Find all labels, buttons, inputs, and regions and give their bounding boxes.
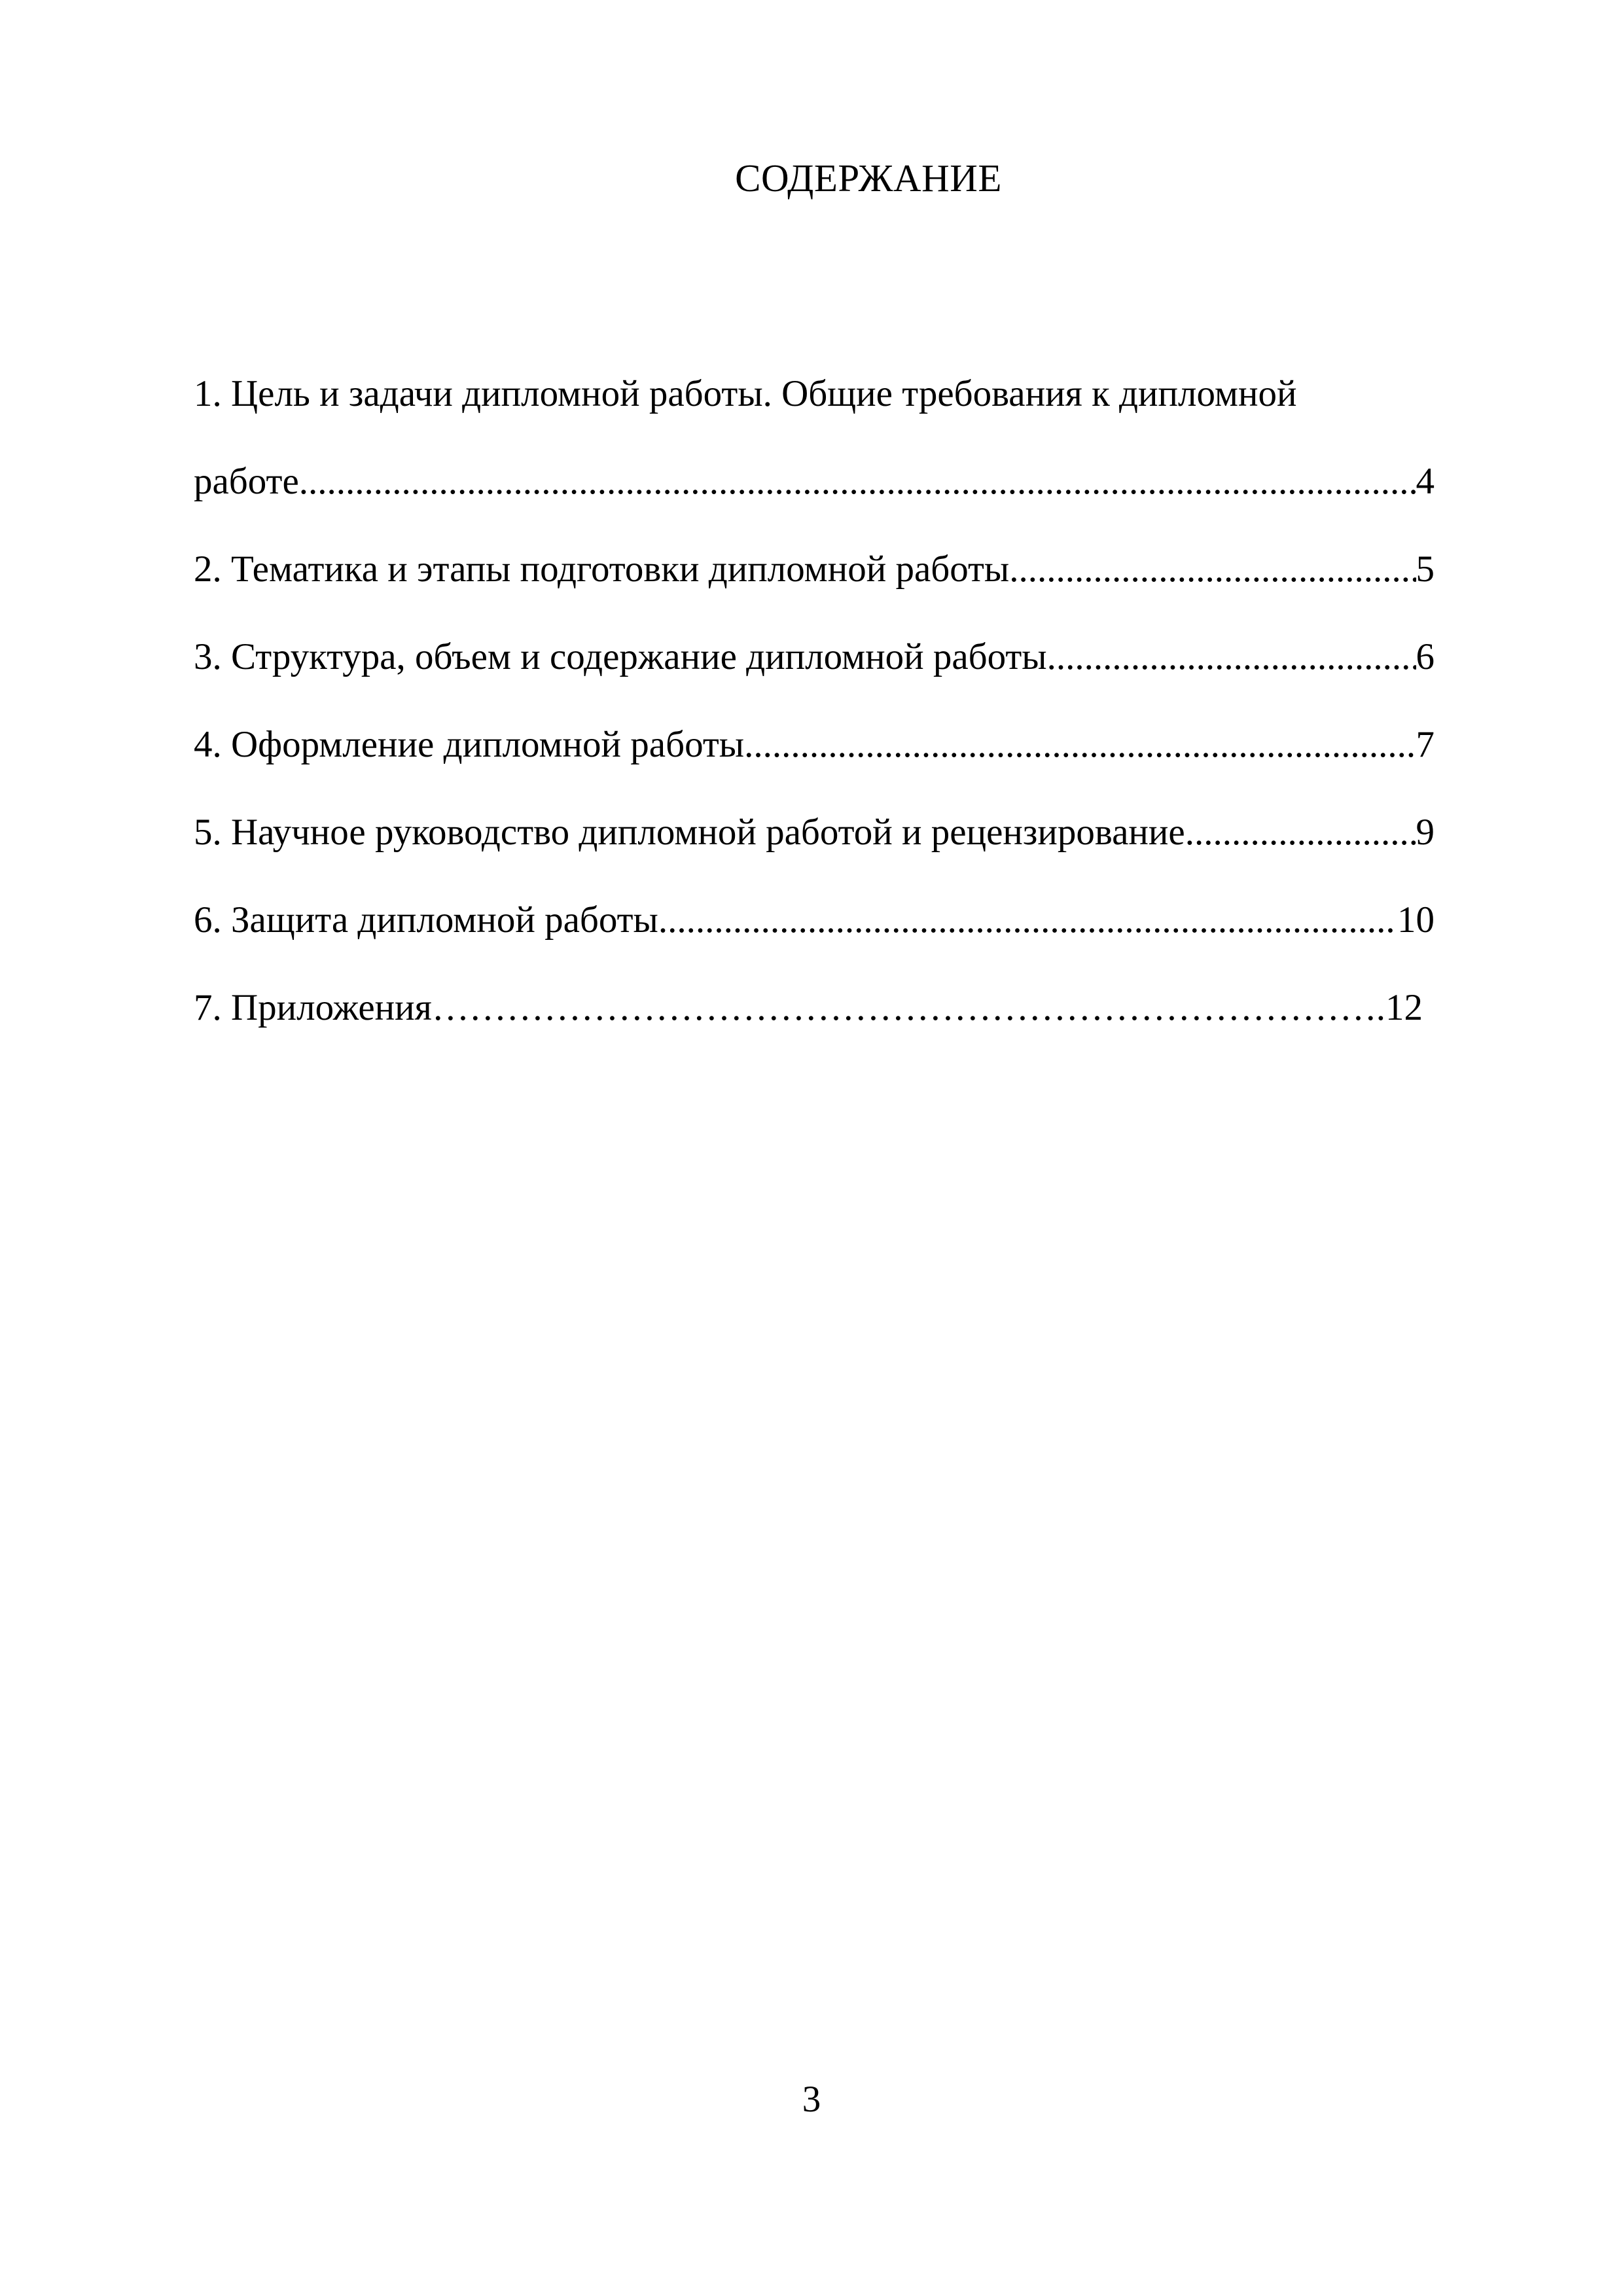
toc-entry-3[interactable] [194,630,1435,717]
toc-page-number: 4 [1416,461,1435,502]
toc-entry-label: 7. Приложения [194,987,432,1028]
toc-page-number: 7 [1416,724,1435,765]
toc-page-number: 5 [1416,548,1435,590]
table-of-contents [194,367,1435,1068]
toc-page-number: 6 [1416,636,1435,677]
toc-entry-1-first-line [194,367,1435,454]
dot-leader [299,454,1416,509]
toc-entry-label: работе [194,461,299,502]
dot-leader [1047,630,1416,685]
dot-leader [432,980,1376,1035]
page-title: СОДЕРЖАНИЕ [735,156,1002,200]
toc-entry-7[interactable] [194,980,1435,1068]
dot-leader [1185,805,1416,860]
toc-entry-1[interactable] [194,454,1435,542]
toc-entry-label: 6. Защита дипломной работы [194,899,658,941]
toc-entry-2[interactable] [194,542,1435,630]
dot-leader [1009,542,1416,597]
toc-page-number: 9 [1416,812,1435,853]
dot-leader [658,893,1397,948]
toc-page-number: .12 [1376,987,1423,1028]
toc-entry-text: 1. Цель и задачи дипломной работы. Общие требования к дипломной [194,373,1297,414]
toc-entry-label: 4. Оформление дипломной работы [194,724,745,765]
toc-entry-6[interactable] [194,893,1435,980]
toc-entry-4[interactable] [194,717,1435,805]
dot-leader [744,717,1416,772]
toc-page-number: 10 [1397,899,1435,941]
toc-entry-label: 2. Тематика и этапы подготовки дипломной работы [194,548,1010,590]
page-number: 3 [802,2079,821,2120]
toc-entry-label: 5. Научное руководство дипломной работой и рецензирование [194,812,1185,853]
toc-entry-5[interactable] [194,805,1435,893]
toc-entry-label: 3. Структура, объем и содержание дипломной работы [194,636,1047,677]
